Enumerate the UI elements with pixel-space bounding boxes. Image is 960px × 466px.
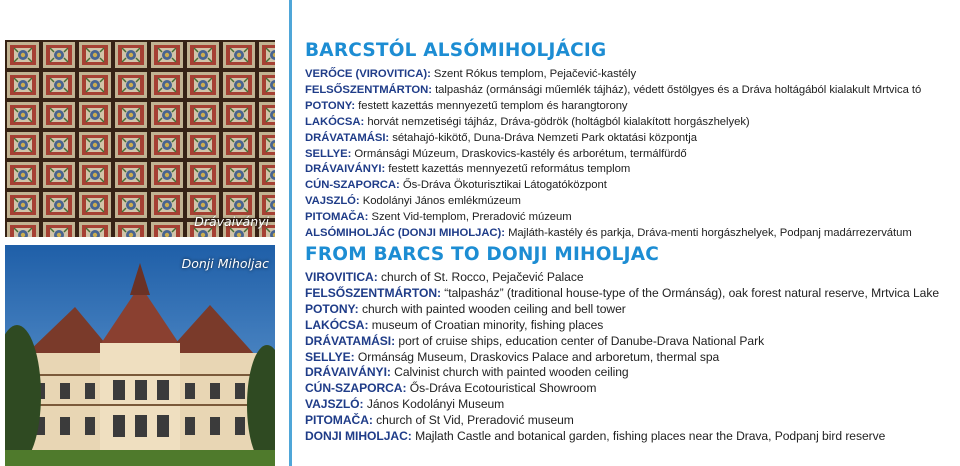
- place-name: DRÁVATAMÁSI:: [305, 131, 390, 144]
- place-name: FELSŐSZENTMÁRTON:: [305, 285, 441, 300]
- route-text: [305, 40, 957, 445]
- place-description: Calvinist church with painted wooden ceiling: [394, 365, 629, 380]
- place-name: PITOMAČA:: [305, 211, 369, 224]
- place-name: VAJSZLÓ:: [305, 195, 360, 208]
- place-name: SELLYE:: [305, 147, 352, 160]
- place-description: museum of Croatian minority, fishing places: [371, 317, 604, 332]
- place-name: VAJSZLÓ:: [305, 397, 364, 412]
- place-entry: [305, 162, 957, 178]
- place-name: DRÁVATAMÁSI:: [305, 333, 396, 348]
- place-entry: [305, 350, 957, 366]
- place-name: LAKÓCSA:: [305, 317, 369, 332]
- place-name: VERŐCE (VIROVITICA):: [305, 68, 431, 80]
- place-name: FELSŐSZENTMÁRTON:: [305, 83, 432, 96]
- place-description: Szent Rókus templom, Pejačević-kastély: [433, 68, 637, 80]
- place-name: DRÁVAIVÁNYI:: [305, 163, 386, 176]
- place-description: horvát nemzetiségi tájház, Dráva-gödrök (holtágból kialakított horgászhelyek): [367, 115, 750, 128]
- place-description: church of St. Rocco, Pejačević Palace: [381, 269, 584, 284]
- photo-caption-dravaivanyi: Drávaiványi: [194, 214, 269, 229]
- place-name: ALSÓMIHOLJÁC (DONJI MIHOLJAC):: [305, 227, 505, 240]
- place-entry: [305, 115, 957, 131]
- place-entry: [305, 365, 957, 381]
- place-name: CÚN-SZAPORCA:: [305, 381, 407, 396]
- english-place-list: [305, 270, 957, 445]
- place-entry: [305, 131, 957, 147]
- place-description: Majláth-kastély és parkja, Dráva-menti horgászhelyek, Podpanj madárrezervátum: [508, 227, 912, 240]
- place-entry: [305, 83, 957, 99]
- place-entry: [305, 178, 957, 194]
- place-entry: [305, 397, 957, 413]
- place-name: PITOMAČA:: [305, 413, 373, 428]
- place-description: Ormánság Museum, Draskovics Palace and arboretum, thermal spa: [357, 349, 720, 364]
- place-name: LAKÓCSA:: [305, 115, 365, 128]
- place-description: Ős-Dráva Ökoturisztikai Látogatóközpont: [402, 179, 607, 192]
- place-entry: [305, 286, 957, 302]
- place-entry: [305, 429, 957, 445]
- place-name: POTONY:: [305, 301, 359, 316]
- column-divider: [289, 0, 292, 466]
- painted-ceiling-photo: [5, 40, 275, 237]
- place-name: DONJI MIHOLJAC:: [305, 429, 412, 444]
- place-description: Ormánsági Múzeum, Draskovics-kastély és arborétum, termálfürdő: [354, 147, 687, 160]
- place-name: SELLYE:: [305, 349, 355, 364]
- castle-photo: [5, 245, 275, 466]
- place-description: Szent Vid-templom, Preradović múzeum: [371, 211, 572, 224]
- place-entry: [305, 381, 957, 397]
- place-description: Kodolányi János emlékmúzeum: [362, 195, 521, 208]
- place-description: port of cruise ships, education center of Danube-Drava National Park: [398, 333, 765, 348]
- place-description: talpasház (ormánsági műemlék tájház), védett őstölgyes és a Dráva holtágából kialakult Mrtvica tó: [435, 83, 922, 96]
- place-entry: [305, 318, 957, 334]
- photo-caption-donji-miholjac: Donji Miholjac: [181, 256, 269, 271]
- place-entry: [305, 67, 957, 83]
- place-name: POTONY:: [305, 99, 356, 112]
- painted-ceiling-image: [5, 40, 275, 237]
- hungarian-place-list: [305, 67, 957, 242]
- place-entry: [305, 210, 957, 226]
- place-name: DRÁVAIVÁNYI:: [305, 365, 391, 380]
- place-entry: [305, 226, 957, 242]
- english-section: [305, 244, 957, 445]
- place-description: festett kazettás mennyezetű templom és harangtorony: [358, 99, 628, 112]
- place-entry: [305, 99, 957, 115]
- place-description: church of St Vid, Preradović museum: [376, 413, 574, 428]
- place-description: church with painted wooden ceiling and bell tower: [361, 301, 626, 316]
- place-entry: [305, 302, 957, 318]
- place-description: “talpasház” (traditional house-type of the Ormánság), oak forest natural reserve, Mrtvica Lake: [444, 285, 940, 300]
- place-entry: [305, 334, 957, 350]
- place-entry: [305, 147, 957, 163]
- place-description: János Kodolányi Museum: [366, 397, 505, 412]
- place-name: VIROVITICA:: [305, 269, 378, 284]
- place-entry: [305, 270, 957, 286]
- hungarian-heading: BARCSTÓL ALSÓMIHOLJÁCIG: [305, 40, 607, 61]
- english-heading: FROM BARCS TO DONJI MIHOLJAC: [305, 243, 660, 265]
- place-entry: [305, 413, 957, 429]
- place-entry: [305, 194, 957, 210]
- place-description: Ős-Dráva Ecotouristical Showroom: [409, 381, 597, 396]
- place-description: Majlath Castle and botanical garden, fishing places near the Drava, Podpanj bird reserve: [415, 429, 886, 444]
- photo-column: [0, 0, 290, 466]
- castle-image: [5, 245, 275, 466]
- hungarian-section: [305, 40, 957, 242]
- place-description: sétahajó-kikötő, Duna-Dráva Nemzeti Park oktatási központja: [392, 131, 697, 144]
- place-name: CÚN-SZAPORCA:: [305, 179, 400, 192]
- place-description: festett kazettás mennyezetű református templom: [388, 163, 631, 176]
